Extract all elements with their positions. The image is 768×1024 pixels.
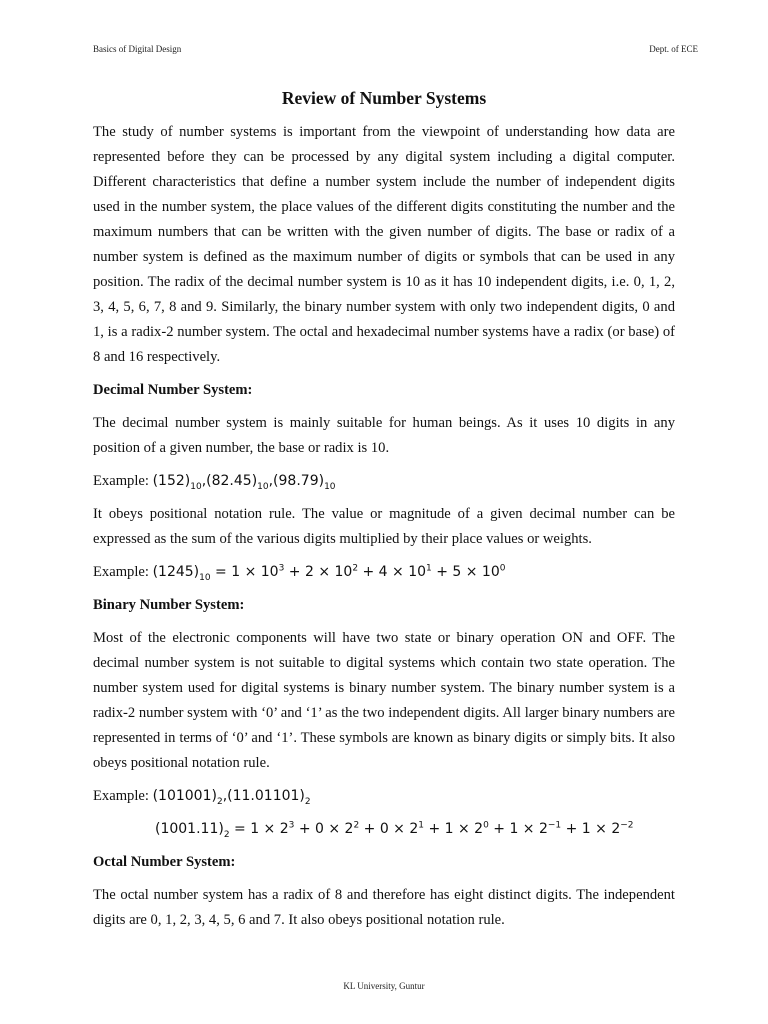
- decimal-paragraph-2: It obeys positional notation rule. The value or magnitude of a given decimal number can be expressed as the sum of the various digits multiplied by their place values or weights.: [93, 506, 675, 547]
- octal-heading: Octal Number System:: [93, 854, 236, 870]
- binary-expansion-formula: $(1001.11)_2 = 1 \times 2^3 + 0 \times 2^2 + 0 \times 2^1 + 1 \times 2^0 + 1 \times 2^{-1} + 1 \times 2^{-2}$: [155, 820, 634, 840]
- binary-heading: Binary Number System:: [93, 597, 245, 613]
- decimal-example2-label: Example:: [93, 564, 149, 580]
- document-body: [93, 86, 675, 941]
- decimal-example-formula: $(152)_{10},(82.45)_{10},(98.79)_{10}$: [152, 473, 336, 492]
- binary-example-label: Example:: [93, 788, 149, 804]
- decimal-paragraph-1: The decimal number system is mainly suitable for human beings. As it uses 10 digits in any position of a given number, the base or radix is 10.: [93, 415, 675, 456]
- intro-paragraph: The study of number systems is important from the viewpoint of understanding how data are represented before they can be processed by any digital system including a digital computer. Different characteristics that define a number system include the number of independent digits used in the number system, the place values of the different digits constituting the number and the maximum numbers that can be written with the given number of digits. The base or radix of a number system is defined as the maximum number of digits or symbols that can be used in any position. The radix of the decimal number system is 10 as it has 10 independent digits, i.e. 0, 1, 2, 3, 4, 5, 6, 7, 8 and 9. Similarly, the binary number system with only two independent digits, 0 and 1, is a radix-2 number system. The octal and hexadecimal number systems have a radix (or base) of 8 and 16 respectively.: [93, 124, 675, 365]
- binary-example-formula: $(101001)_2,(11.01101)_2$: [152, 788, 311, 807]
- binary-expansion-line: [93, 817, 675, 842]
- decimal-expansion-formula: $(1245)_{10} = 1 \times 10^3 + 2 \times 10^2 + 4 \times 10^1 + 5 \times 10^0$: [152, 563, 506, 583]
- decimal-example-label: Example:: [93, 473, 149, 489]
- decimal-heading: Decimal Number System:: [93, 382, 253, 398]
- header-department: Dept. of ECE: [649, 44, 698, 54]
- page-title: Review of Number Systems: [281, 88, 487, 108]
- page-footer: KL University, Guntur: [343, 981, 425, 991]
- binary-paragraph-1: Most of the electronic components will have two state or binary operation ON and OFF. The decimal number system is not suitable to digital systems which contain two state operation. The number system used for digital systems is binary number system. The binary number system is a radix-2 number system with ‘0’ and ‘1’ as the two independent digits. All larger binary numbers are represented in terms of ‘0’ and ‘1’. These symbols are known as binary digits or simply bits. It also obeys positional notation rule.: [93, 630, 675, 771]
- header-course-title: Basics of Digital Design: [93, 44, 182, 54]
- octal-paragraph-1: The octal number system has a radix of 8 and therefore has eight distinct digits. The independent digits are 0, 1, 2, 3, 4, 5, 6 and 7. It also obeys positional notation rule.: [93, 887, 675, 928]
- decimal-example-1: [93, 469, 675, 494]
- decimal-example-2: [93, 560, 675, 585]
- binary-example-1: [93, 784, 675, 809]
